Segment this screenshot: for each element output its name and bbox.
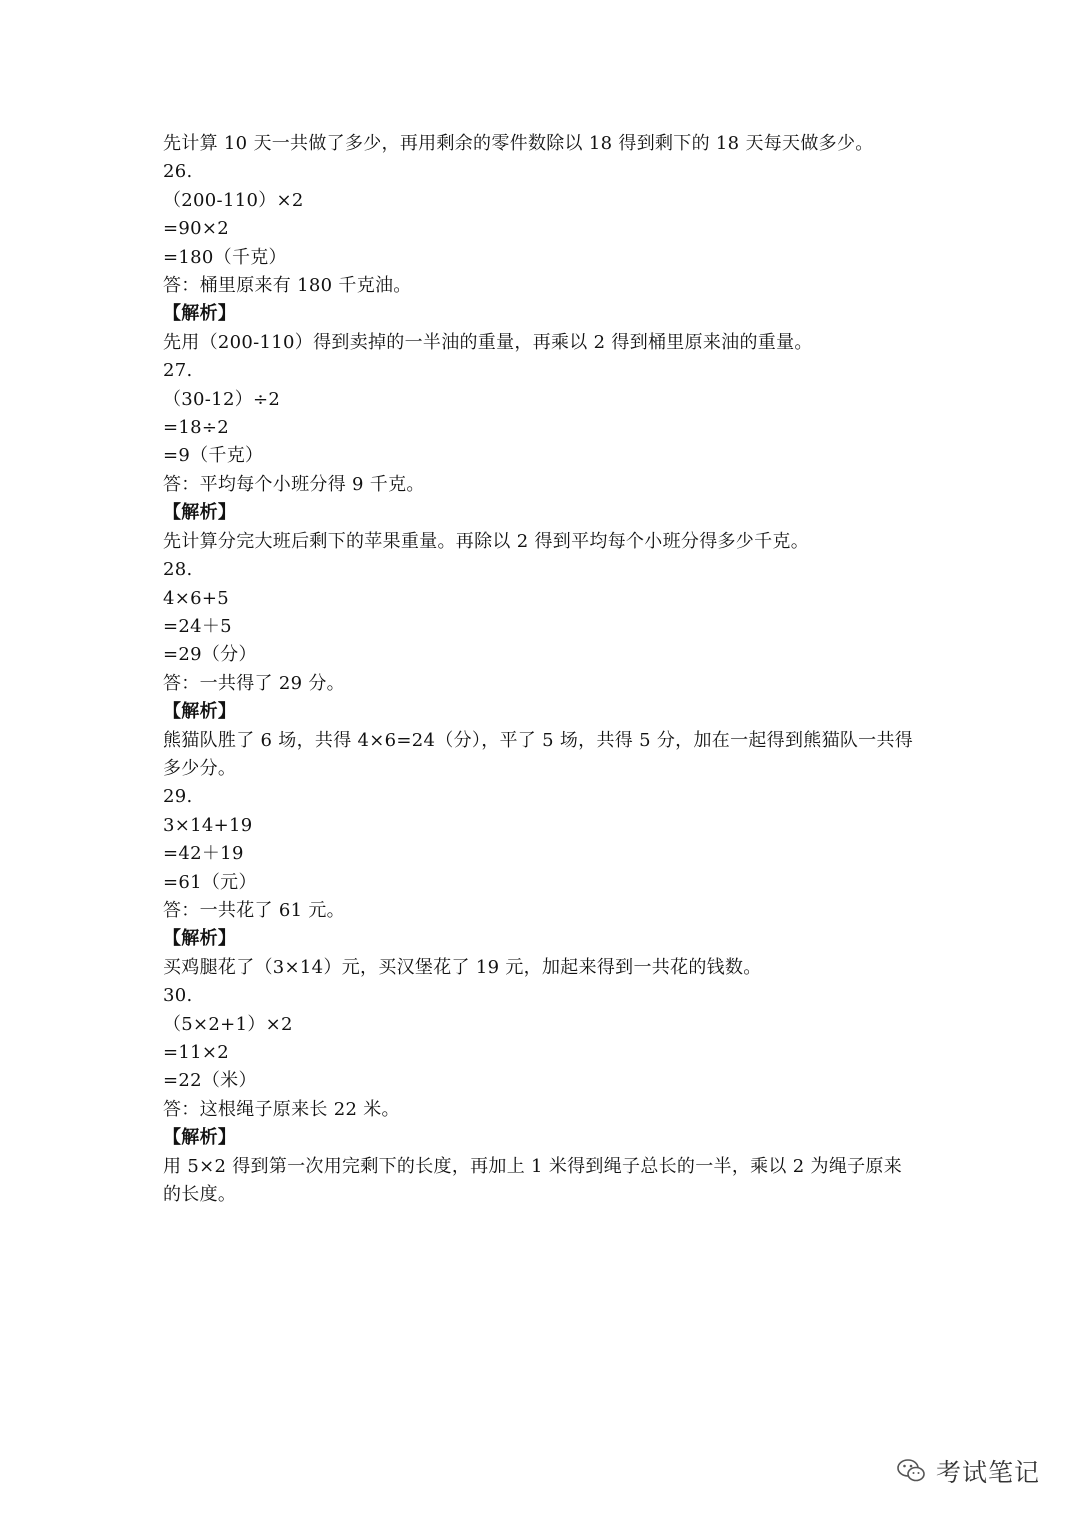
text-line: 29. (163, 786, 193, 808)
text-line: 多少分。 (163, 757, 237, 779)
text-line: 28. (163, 559, 193, 581)
text-line: 的长度。 (163, 1184, 237, 1206)
text-line: 答：一共得了 29 分。 (163, 672, 345, 694)
text-line: 先计算 10 天一共做了多少，再用剩余的零件数除以 18 得到剩下的 18 天每天做多少。 (163, 133, 874, 154)
section-heading: 【解析】 (163, 928, 237, 950)
text-line: 用 5×2 得到第一次用完剩下的长度，再加上 1 米得到绳子总长的一半，乘以 2 为绳子原来 (163, 1155, 903, 1177)
watermark (896, 1453, 1040, 1489)
text-line: （5×2+1）×2 (163, 1013, 293, 1035)
text-line: =61（元） (163, 871, 257, 893)
section-heading: 【解析】 (163, 701, 237, 723)
section-heading: 【解析】 (163, 303, 237, 325)
text-line: 26. (163, 161, 193, 183)
wechat-icon (896, 1458, 926, 1484)
text-line: （200-110）×2 (163, 189, 304, 211)
text-line: 30. (163, 985, 193, 1007)
text-line: =18÷2 (163, 417, 230, 439)
text-line: 4×6+5 (163, 587, 230, 609)
text-line: 3×14+19 (163, 814, 253, 836)
text-line: =24＋5 (163, 615, 232, 637)
text-line: 先计算分完大班后剩下的苹果重量。再除以 2 得到平均每个小班分得多少千克。 (163, 530, 809, 552)
document-body (163, 130, 933, 1209)
text-line: 答：桶里原来有 180 千克油。 (163, 275, 412, 297)
text-line: 答：一共花了 61 元。 (163, 899, 345, 921)
text-line: 买鸡腿花了（3×14）元，买汉堡花了 19 元，加起来得到一共花的钱数。 (163, 956, 762, 978)
section-heading: 【解析】 (163, 1127, 237, 1149)
text-line: =180（千克） (163, 246, 287, 268)
text-line: =42＋19 (163, 843, 244, 865)
text-line: =11×2 (163, 1042, 230, 1063)
text-line: =22（米） (163, 1070, 257, 1092)
text-line: 答：这根绳子原来长 22 米。 (163, 1098, 400, 1120)
text-line: 答：平均每个小班分得 9 千克。 (163, 473, 425, 495)
text-line: 先用（200-110）得到卖掉的一半油的重量，再乘以 2 得到桶里原来油的重量。 (163, 331, 813, 353)
text-line: =29（分） (163, 644, 257, 666)
text-line: 27. (163, 360, 193, 382)
section-heading: 【解析】 (163, 502, 237, 524)
text-line: =90×2 (163, 218, 230, 240)
text-line: 熊猫队胜了 6 场，共得 4×6=24（分），平了 5 场，共得 5 分，加在一起得到熊猫队一共得 (163, 729, 914, 751)
text-line: =9（千克） (163, 445, 264, 467)
watermark-text: 考试笔记 (935, 1458, 1040, 1487)
text-line: （30-12）÷2 (163, 388, 281, 410)
